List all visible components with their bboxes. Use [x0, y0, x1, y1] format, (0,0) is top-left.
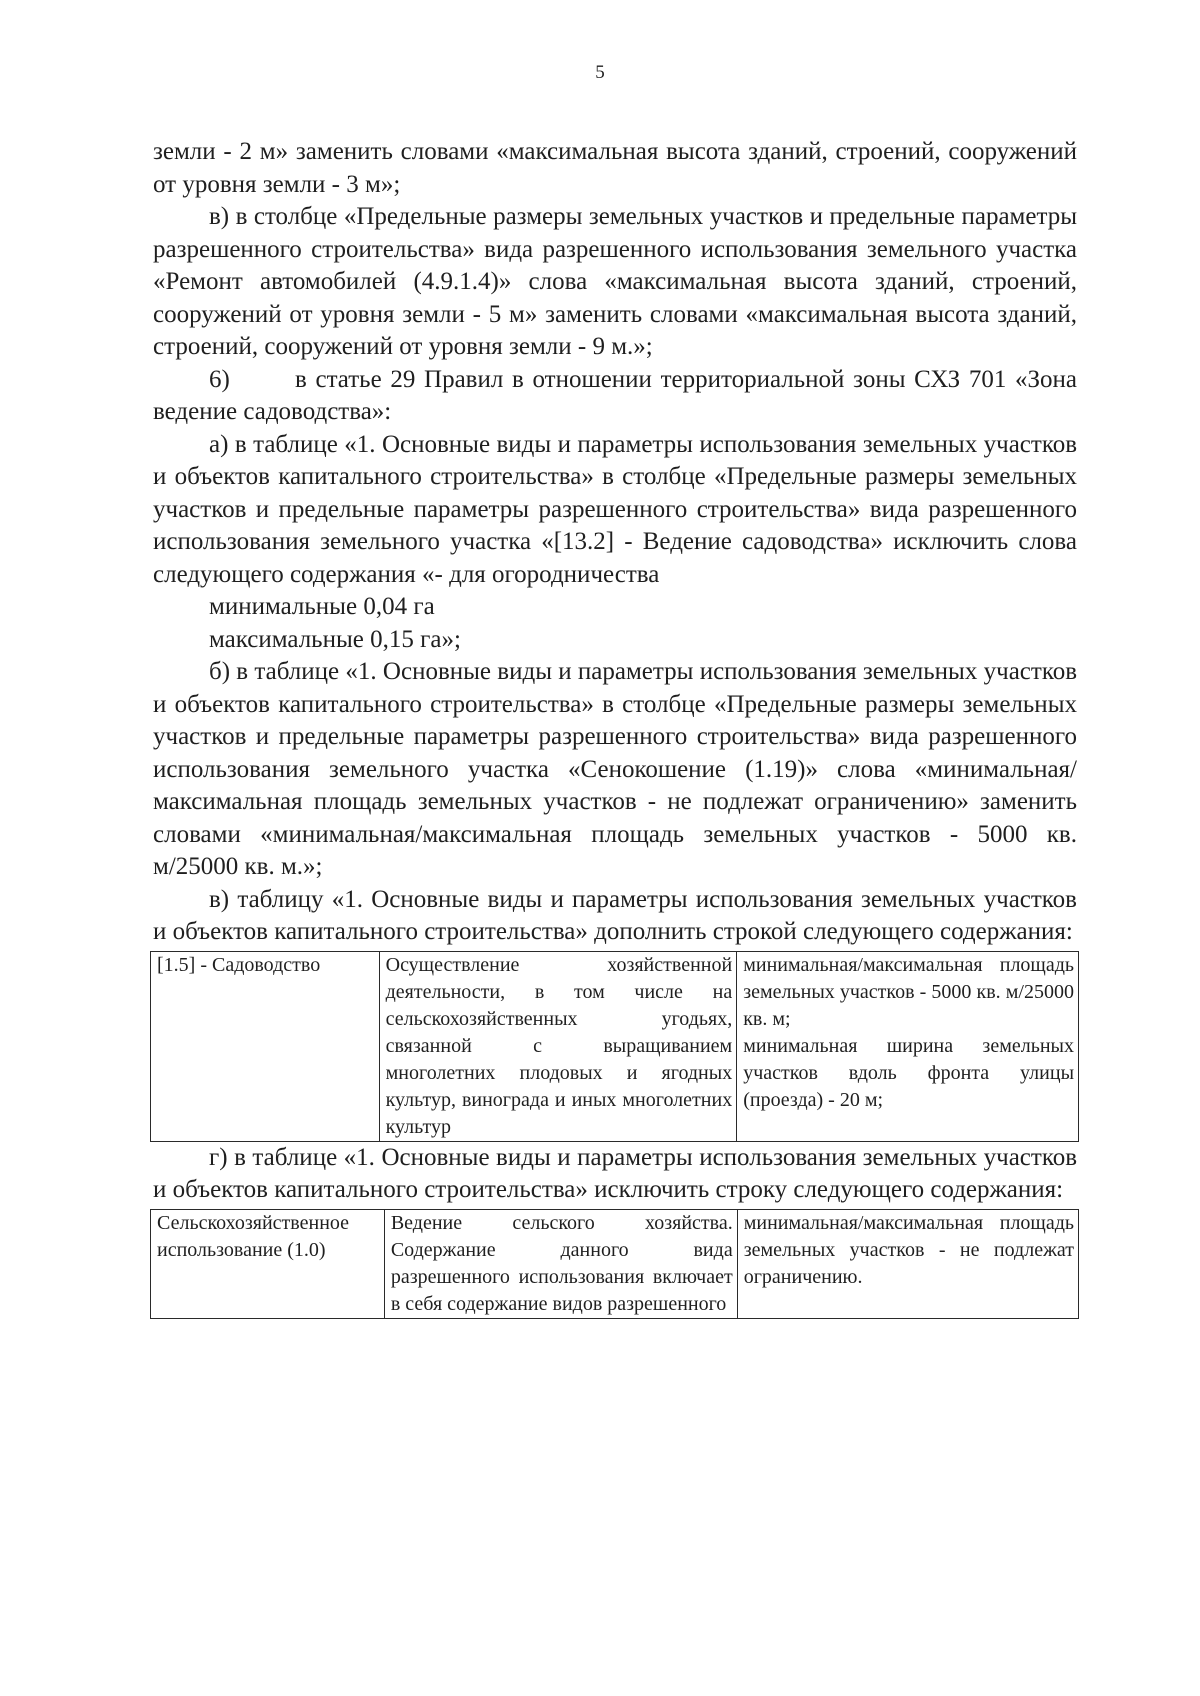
- table-cell: [151, 1209, 385, 1318]
- paragraph-2: в) в столбце «Предельные размеры земельных участков и предельные параметры разрешенного строительства» вида разрешенного использования земельного участка «Ремонт автомобилей (4.9.1.4)» слова «максимальная высота зданий, строений, сооружений от уровня земли - 5 м» заменить словами «максимальная высота зданий, строений, сооружений от уровня земли - 9 м.»;: [153, 203, 1077, 360]
- table-cell: [737, 1209, 1078, 1318]
- cell-text: минимальная ширина земельных участков вдоль фронта улицы (проезда) - 20 м;: [743, 1034, 1074, 1111]
- table-cell: [737, 951, 1079, 1141]
- paragraph-9: г) в таблице «1. Основные виды и параметры использования земельных участков и объектов капитального строительства» исключить строку следующего содержания:: [153, 1143, 1077, 1203]
- table-row: [151, 951, 1079, 1141]
- paragraph-5: минимальные 0,04 га: [209, 593, 435, 620]
- paragraph-4: а) в таблице «1. Основные виды и параметры использования земельных участков и объектов капитального строительства» в столбце «Предельные размеры земельных участков и предельные параметры разрешенного строительства» вида разрешенного использования земельного участка «[13.2] - Ведение садоводства» исключить слова следующего содержания «- для огородничества: [153, 430, 1077, 588]
- paragraph-7: б) в таблице «1. Основные виды и параметры использования земельных участков и объектов капитального строительства» в столбце «Предельные размеры земельных участков и предельные параметры разрешенного строительства» вида разрешенного использования земельного участка «Сенокошение (1.19)» слова «минимальная/максимальная площадь земельных участков - не подлежат ограничению» заменить словами «минимальная/максимальная площадь земельных участков - 5000 кв. м/25000 кв. м.»;: [153, 658, 1077, 880]
- item-text: в статье 29 Правил в отношении территориальной зоны СХЗ 701 «Зона ведение садоводства»:: [153, 365, 1077, 425]
- cell-text: минимальная/максимальная площадь земельных участков - не подлежат ограничению.: [743, 1211, 1074, 1288]
- table-row: [151, 1209, 1079, 1318]
- added-row-table: [150, 951, 1079, 1142]
- paragraph-8: в) таблицу «1. Основные виды и параметры использования земельных участков и объектов капитального строительства» дополнить строкой следующего содержания:: [153, 885, 1077, 945]
- cell-text: минимальная/максимальная площадь земельных участков - 5000 кв. м/25000 кв. м;: [743, 953, 1074, 1030]
- table-cell: [151, 951, 380, 1141]
- paragraph-1: земли - 2 м» заменить словами «максимальная высота зданий, строений, сооружений от уровня земли - 3 м»;: [153, 138, 1077, 198]
- table-cell: [384, 1209, 737, 1318]
- cell-text: Сельскохозяйственное использование (1.0): [157, 1211, 350, 1261]
- removed-row-table: [150, 1209, 1079, 1319]
- paragraph-3: [153, 364, 1077, 429]
- paragraph-6: максимальные 0,15 га»;: [209, 625, 461, 653]
- cell-text: Ведение сельского хозяйства. Содержание данного вида разрешенного использования включает в себя содержание видов разрешенного: [390, 1211, 733, 1315]
- table-cell: [379, 951, 737, 1141]
- cell-text: Осуществление хозяйственной деятельности, в том числе на сельскохозяйственных угодьях, связанной с выращиванием многолетних плодовых и ягодных культур, винограда и иных многолетних культур: [385, 953, 733, 1138]
- item-number: 6): [209, 365, 230, 393]
- page-number: 5: [595, 62, 605, 83]
- cell-text: [1.5] - Садоводство: [157, 953, 321, 976]
- document-body: [153, 136, 1077, 1319]
